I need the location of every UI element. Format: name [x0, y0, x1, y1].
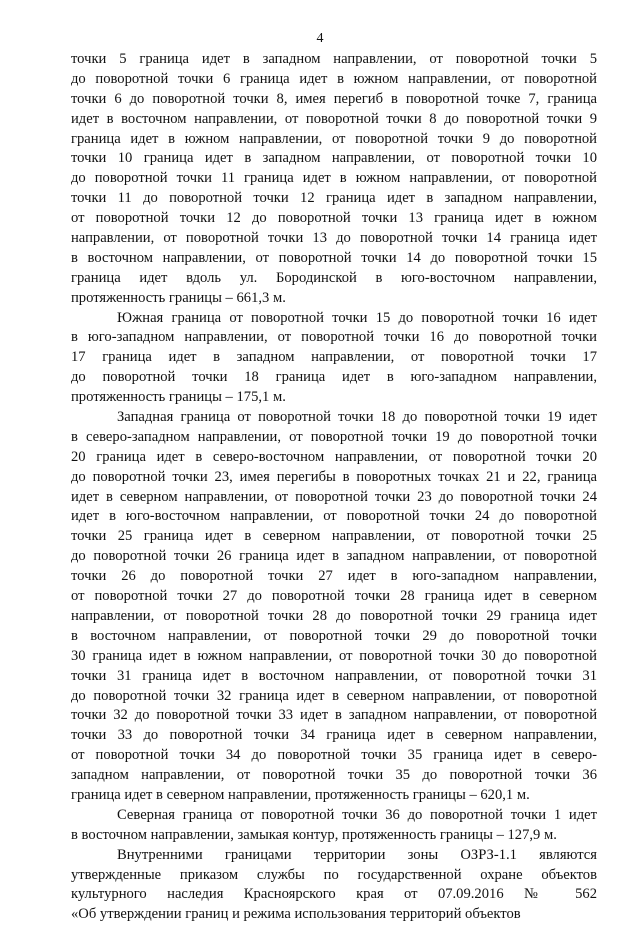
text-line: Западная граница от поворотной точки 18 до поворотной точки 19 идет	[117, 409, 597, 426]
text-line: до поворотной точки 26 граница идет в западном направлении, от поворотной	[71, 548, 597, 565]
text-line: «Об утверждении границ и режима использования территорий объектов	[71, 906, 521, 923]
text-line: идет в юго-восточном направлении, от поворотной точки 24 до поворотной	[71, 508, 597, 525]
text-line: направлении, от поворотной точки 28 до поворотной точки 29 граница идет	[71, 607, 597, 624]
text-line: идет в северном направлении, от поворотной точки 23 до поворотной точки 24	[71, 488, 597, 505]
document-body	[71, 50, 597, 925]
paragraph-east-boundary-continued	[71, 50, 597, 309]
text-line: Южная граница от поворотной точки 15 до поворотной точки 16 идет	[117, 309, 597, 326]
text-line: точки 31 граница идет в восточном направлении, от поворотной точки 31	[71, 667, 597, 684]
text-line: точки 25 граница идет в северном направлении, от поворотной точки 25	[71, 528, 597, 545]
text-line: протяженность границы – 661,3 м.	[71, 289, 286, 306]
text-line: в северо-западном направлении, от поворотной точки 19 до поворотной точки	[71, 428, 597, 445]
text-line: протяженность границы – 175,1 м.	[71, 389, 286, 406]
text-line: в юго-западном направлении, от поворотной точки 16 до поворотной точки	[71, 329, 597, 346]
text-line: от поворотной точки 34 до поворотной точки 35 граница идет в северо-	[71, 747, 597, 764]
paragraph-inner-boundaries	[71, 846, 597, 925]
text-line: западном направлении, от поворотной точки 35 до поворотной точки 36	[71, 767, 597, 784]
text-line: граница идет в северном направлении, протяженность границы – 620,1 м.	[71, 786, 530, 803]
text-line: граница идет вдоль ул. Бородинской в юго-восточном направлении,	[71, 269, 597, 286]
text-line: в восточном направлении, от поворотной точки 29 до поворотной точки	[71, 627, 597, 644]
paragraph-north-boundary	[71, 806, 597, 846]
text-line: до поворотной точки 32 граница идет в северном направлении, от поворотной	[71, 687, 597, 704]
text-line: до поворотной точки 11 граница идет в южном направлении, от поворотной	[71, 170, 597, 187]
text-line: точки 32 до поворотной точки 33 идет в западном направлении, от поворотной	[71, 707, 597, 724]
text-line: от поворотной точки 27 до поворотной точки 28 граница идет в северном	[71, 588, 597, 605]
text-line: 20 граница идет в северо-восточном направлении, от поворотной точки 20	[71, 448, 597, 465]
text-line: утвержденные приказом службы по государственной охране объектов	[71, 866, 597, 883]
page-number: 4	[316, 31, 324, 46]
text-line: точки 10 граница идет в западном направлении, от поворотной точки 10	[71, 150, 597, 167]
text-line: направлении, от поворотной точки 13 до поворотной точки 14 граница идет	[71, 230, 597, 247]
paragraph-west-boundary	[71, 408, 597, 806]
text-line: до поворотной точки 23, имея перегибы в поворотных точках 21 и 22, граница	[71, 468, 597, 485]
text-line: 30 граница идет в южном направлении, от поворотной точки 30 до поворотной	[71, 647, 597, 664]
text-line: граница идет в южном направлении, от поворотной точки 9 до поворотной	[71, 130, 597, 147]
text-line: точки 11 до поворотной точки 12 граница идет в западном направлении,	[71, 190, 597, 207]
text-line: точки 33 до поворотной точки 34 граница идет в северном направлении,	[71, 727, 597, 744]
text-line: до поворотной точки 6 граница идет в южном направлении, от поворотной	[71, 70, 597, 87]
text-line: от поворотной точки 12 до поворотной точки 13 граница идет в южном	[71, 210, 597, 227]
text-line: Внутренними границами территории зоны ОЗРЗ-1.1 являются	[117, 846, 597, 863]
text-line: в восточном направлении, от поворотной точки 14 до поворотной точки 15	[71, 249, 597, 266]
text-line: в восточном направлении, замыкая контур, протяженность границы – 127,9 м.	[71, 826, 557, 843]
paragraph-south-boundary	[71, 309, 597, 408]
text-line: культурного наследия Красноярского края от 07.09.2016 № 562	[71, 886, 597, 903]
text-line: точки 6 до поворотной точки 8, имея перегиб в поворотной точке 7, граница	[71, 90, 597, 107]
text-line: 17 граница идет в западном направлении, от поворотной точки 17	[71, 349, 597, 366]
text-line: точки 26 до поворотной точки 27 идет в юго-западном направлении,	[71, 568, 597, 585]
text-line: точки 5 граница идет в западном направлении, от поворотной точки 5	[71, 51, 597, 67]
text-line: идет в восточном направлении, от поворотной точки 8 до поворотной точки 9	[71, 110, 597, 127]
text-line: до поворотной точки 18 граница идет в юго-западном направлении,	[71, 369, 597, 386]
text-line: Северная граница от поворотной точки 36 до поворотной точки 1 идет	[117, 806, 597, 823]
